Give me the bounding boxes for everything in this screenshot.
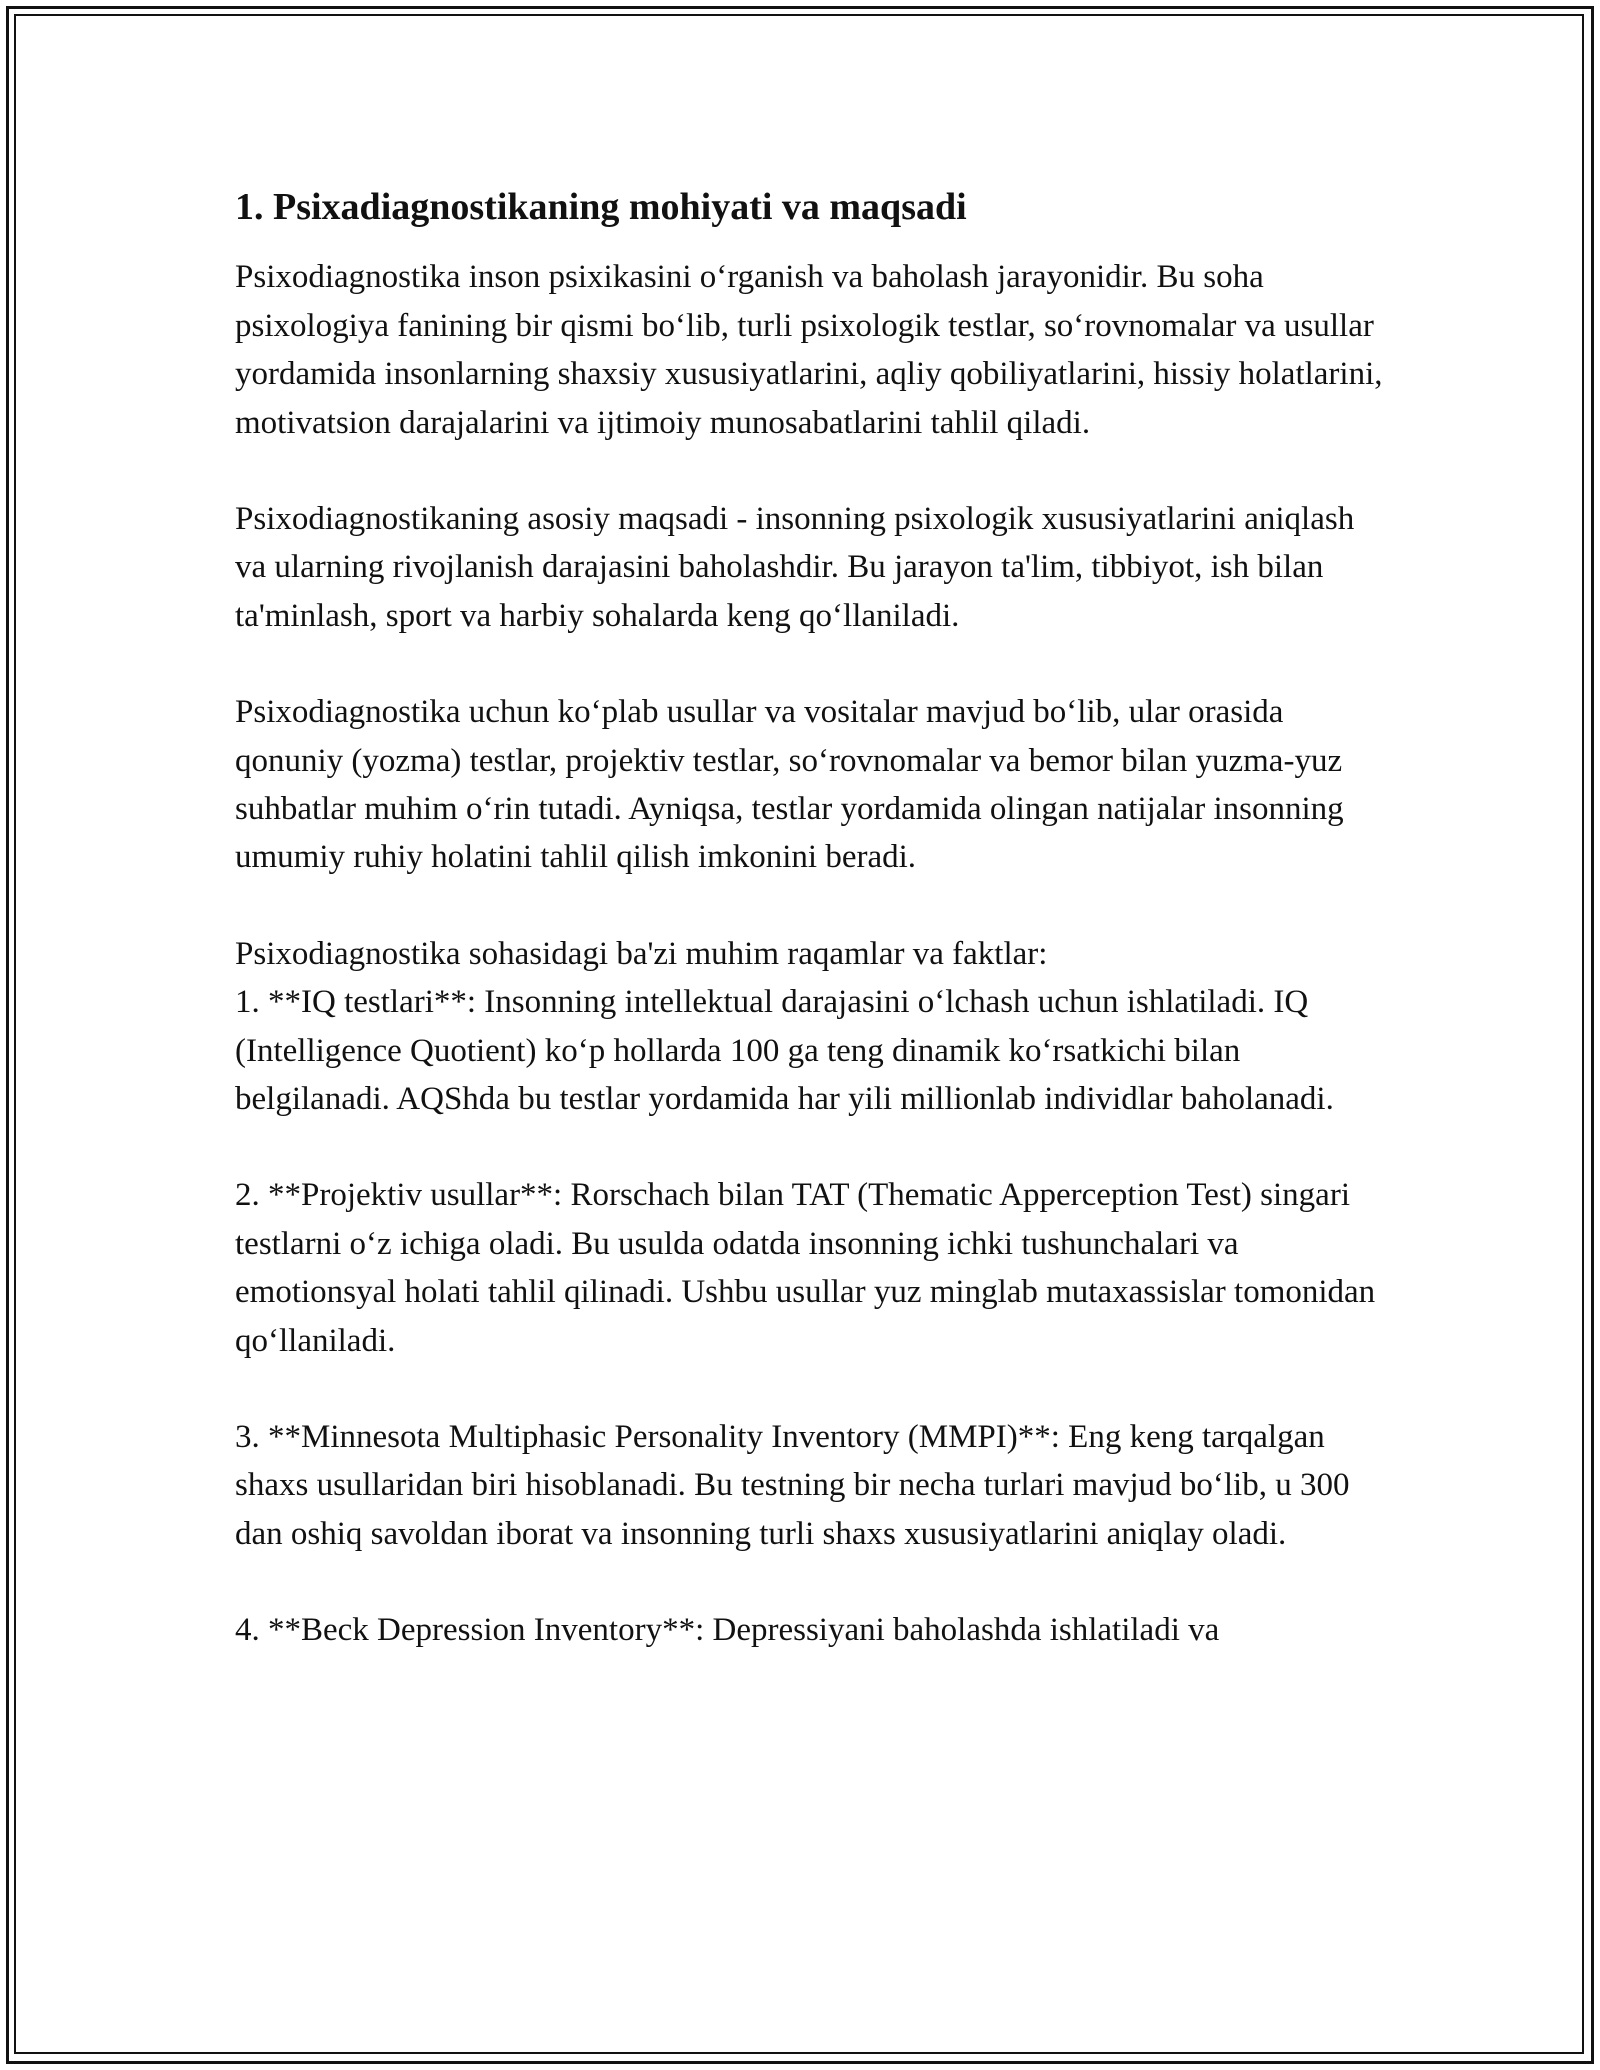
document-body (235, 182, 1385, 1655)
paragraph-facts-intro: Psixodiagnostika sohasidagi ba'zi muhim raqamlar va faktlar: (235, 935, 1048, 972)
list-item-beck-inventory: 4. **Beck Depression Inventory**: Depressiyani baholashda ishlatiladi va (235, 1612, 1220, 1649)
list-item-iq-tests: 1. **IQ testlari**: Insonning intellektual darajasini o‘lchash uchun ishlatiladi. IQ (Intelligence Quotient) ko‘p hollarda 100 ga teng dinamik ko‘rsatkichi bilan belgilanadi. AQShda bu testlar yordamida har yili millionlab individlar baholanadi. (235, 984, 1334, 1117)
list-item-mmpi: 3. **Minnesota Multiphasic Personality Inventory (MMPI)**: Eng keng tarqalgan shaxs usullaridan biri hisoblanadi. Bu testning bir necha turlari mavjud bo‘lib, u 300 dan oshiq savoldan iborat va insonning turli shaxs xususiyatlarini aniqlay oladi. (235, 1419, 1350, 1552)
list-item-projective-methods: 2. **Projektiv usullar**: Rorschach bilan TAT (Thematic Apperception Test) singari testlarni o‘z ichiga oladi. Bu usulda odatda insonning ichki tushunchalari va emotionsyal holati tahlil qilinadi. Ushbu usullar yuz minglab mutaxassislar tomonidan qo‘llaniladi. (235, 1177, 1376, 1359)
paragraph-purpose: Psixodiagnostikaning asosiy maqsadi - insonning psixologik xususiyatlarini aniqlash va ularning rivojlanish darajasini baholashdir. Bu jarayon ta'lim, tibbiyot, ish bilan ta'minlash, sport va harbiy sohalarda keng qo‘llaniladi. (235, 500, 1355, 634)
section-heading: 1. Psixadiagnostikaning mohiyati va maqsadi (235, 186, 967, 228)
paragraph-methods: Psixodiagnostika uchun ko‘plab usullar va vositalar mavjud bo‘lib, ular orasida qonuniy (yozma) testlar, projektiv testlar, so‘rovnomalar va bemor bilan yuzma-yuz suhbatlar muhim o‘rin tutadi. Ayniqsa, testlar yordamida olingan natijalar insonning umumiy ruhiy holatini tahlil qilish imkonini beradi. (235, 694, 1344, 876)
paragraph-definition: Psixodiagnostika inson psixikasini o‘rganish va baholash jarayonidir. Bu soha psixologiya fanining bir qismi bo‘lib, turli psixologik testlar, so‘rovnomalar va usullar yordamida insonlarning shaxsiy xususiyatlarini, aqliy qobiliyatlarini, hissiy holatlarini, motivatsion darajalarini va ijtimoiy munosabatlarini tahlil qiladi. (235, 259, 1383, 441)
